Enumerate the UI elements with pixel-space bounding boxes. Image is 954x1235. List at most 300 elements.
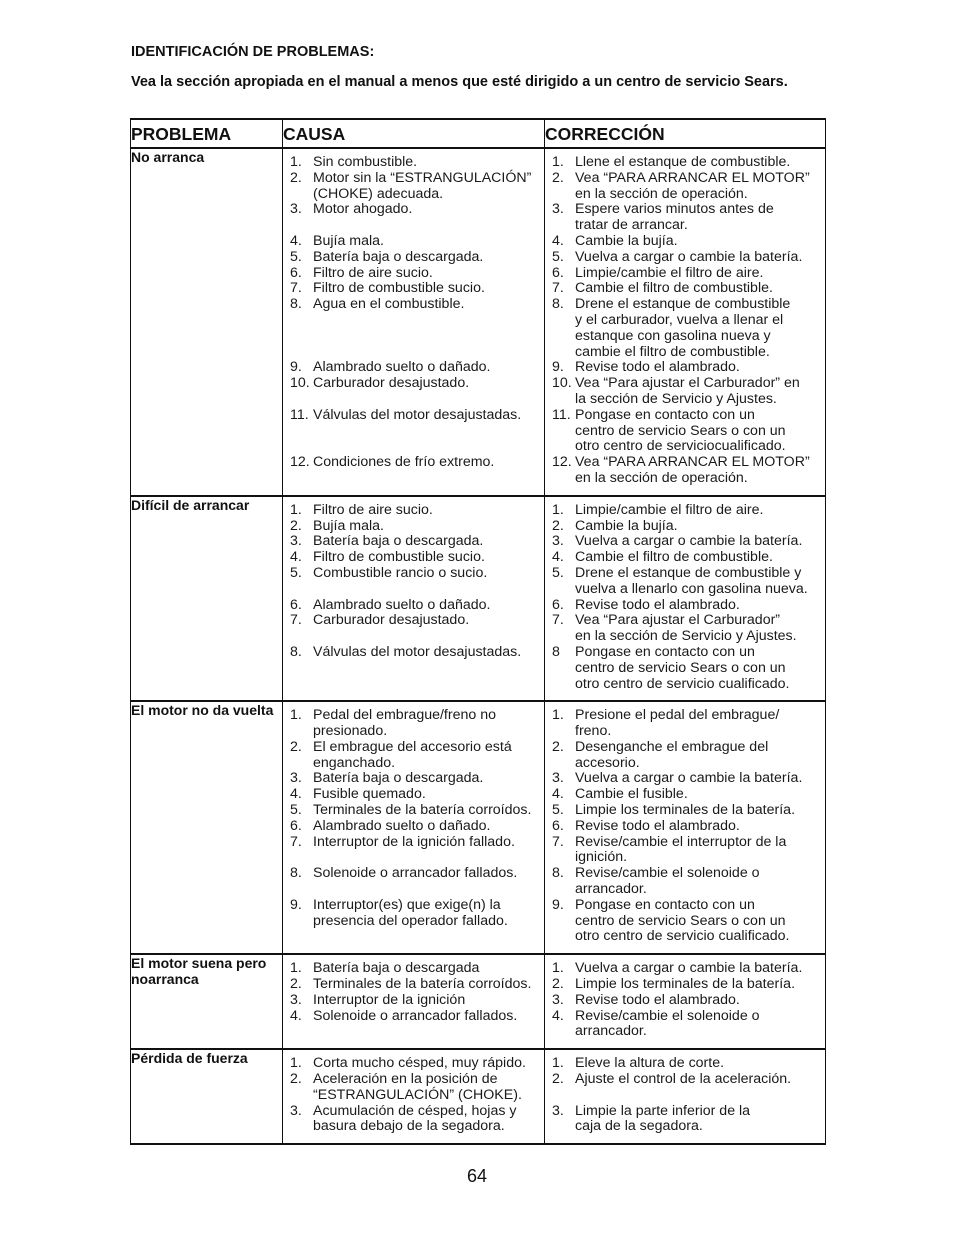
list-item — [545, 408, 823, 424]
item-number: 8. — [552, 865, 564, 882]
list-item — [545, 771, 823, 787]
item-text: Interruptor(es) que exige(n) la — [313, 896, 501, 913]
list-item — [283, 740, 542, 756]
item-number: 2. — [290, 169, 302, 186]
item-text: Limpie los terminales de la batería. — [575, 976, 796, 993]
item-text: Pongase en contacto con un — [575, 896, 755, 913]
item-text: centro de servicio Sears o con un — [575, 422, 786, 439]
list-item — [545, 803, 823, 819]
item-text: en la sección de Servicio y Ajustes. — [575, 628, 797, 645]
item-number: 7. — [552, 833, 564, 850]
item-text: Revise todo el alambrado. — [575, 359, 740, 376]
item-number: 8 — [552, 643, 560, 660]
table-row — [131, 701, 826, 954]
item-number: 5. — [290, 802, 302, 819]
list-item — [545, 566, 823, 582]
item-text: Vuelva a cargar o cambie la batería. — [575, 248, 803, 265]
item-text: la sección de Servicio y Ajustes. — [575, 390, 777, 407]
item-text: Ajuste el control de la aceleración. — [575, 1071, 792, 1088]
list-item — [545, 882, 823, 898]
item-number: 3. — [290, 201, 302, 218]
item-number: 5. — [290, 248, 302, 265]
list-item — [283, 819, 542, 835]
item-text: Filtro de combustible sucio. — [313, 549, 485, 566]
list-item — [545, 677, 823, 693]
item-text: centro de servicio Sears o con un — [575, 912, 786, 929]
item-text: accesorio. — [575, 754, 640, 771]
list-item — [545, 929, 823, 945]
list-item — [545, 202, 823, 218]
list-item — [545, 598, 823, 614]
list-item — [545, 866, 823, 882]
item-text: Vuelva a cargar o cambie la batería. — [575, 533, 803, 550]
item-text: Alambrado suelto o dañado. — [313, 596, 491, 613]
cause-list — [283, 1050, 544, 1143]
item-text: Bujía mala. — [313, 517, 384, 534]
item-text: Drene el estanque de combustible y — [575, 564, 802, 581]
column-header-cause: CAUSA — [283, 119, 545, 148]
list-item — [283, 519, 542, 535]
item-text: freno. — [575, 723, 612, 740]
list-item — [545, 218, 823, 234]
item-text: Cambie el filtro de combustible. — [575, 280, 773, 297]
cause-list — [283, 497, 544, 669]
correction-cell — [545, 496, 826, 702]
list-item — [283, 898, 542, 914]
list-item — [545, 898, 823, 914]
list-item — [545, 977, 823, 993]
item-text: cambie el filtro de combustible. — [575, 343, 770, 360]
item-text: centro de servicio Sears o con un — [575, 659, 786, 676]
item-text: Interruptor de la ignición — [313, 991, 466, 1008]
item-number: 12. — [290, 454, 310, 471]
item-number: 8. — [552, 296, 564, 313]
item-number: 2. — [552, 169, 564, 186]
item-text: Combustible rancio o sucio. — [313, 564, 488, 581]
correction-cell — [545, 1049, 826, 1144]
list-item — [545, 850, 823, 866]
list-item — [283, 266, 542, 282]
item-text: Batería baja o descargada — [313, 960, 480, 977]
list-item — [283, 534, 542, 550]
item-number: 7. — [290, 280, 302, 297]
item-text: Limpie la parte inferior de la — [575, 1102, 751, 1119]
item-number: 3. — [290, 1102, 302, 1119]
item-number: 11. — [552, 406, 571, 423]
item-number: 9. — [552, 896, 564, 913]
list-item — [283, 376, 542, 392]
item-text: Limpie/cambie el filtro de aire. — [575, 501, 764, 518]
list-item — [545, 534, 823, 550]
item-text: arrancador. — [575, 881, 647, 898]
list-item — [283, 187, 542, 203]
list-item — [545, 550, 823, 566]
list-item — [283, 408, 542, 424]
list-item — [283, 503, 542, 519]
list-item — [545, 1056, 823, 1072]
item-text: otro centro de serviciocualificado. — [575, 438, 786, 455]
item-text: Revise todo el alambrado. — [575, 991, 740, 1008]
list-item — [283, 724, 542, 740]
problem-cell: No arranca — [131, 148, 283, 496]
item-text: Acumulación de césped, hojas y — [313, 1102, 517, 1119]
list-item — [283, 250, 542, 266]
item-text: presionado. — [313, 723, 388, 740]
list-item — [545, 961, 823, 977]
item-text: Bujía mala. — [313, 232, 384, 249]
problem-cell: El motor no da vuelta — [131, 701, 283, 954]
item-text: Sin combustible. — [313, 154, 418, 170]
list-item — [283, 771, 542, 787]
item-text: Motor ahogado. — [313, 201, 413, 218]
list-item — [283, 787, 542, 803]
list-item — [545, 582, 823, 598]
list-item — [545, 661, 823, 677]
list-item — [283, 598, 542, 614]
list-item — [283, 866, 542, 882]
item-number: 2. — [290, 738, 302, 755]
item-number: 1. — [552, 1055, 564, 1072]
list-item — [545, 266, 823, 282]
list-item — [545, 1072, 823, 1088]
list-item — [545, 756, 823, 772]
item-number: 2. — [290, 1071, 302, 1088]
list-item — [545, 914, 823, 930]
item-number: 3. — [552, 1102, 564, 1119]
item-text: Alambrado suelto o dañado. — [313, 359, 491, 376]
item-number: 1. — [290, 501, 302, 518]
item-text: arrancador. — [575, 1023, 647, 1040]
list-item — [283, 961, 542, 977]
list-item — [283, 613, 542, 629]
item-text: Alambrado suelto o dañado. — [313, 817, 491, 834]
item-text: (CHOKE) adecuada. — [313, 185, 444, 202]
item-number: 6. — [290, 596, 302, 613]
item-number: 10. — [552, 375, 572, 392]
item-number: 9. — [552, 359, 564, 376]
list-item — [545, 819, 823, 835]
list-item — [545, 724, 823, 740]
item-text: otro centro de servicio cualificado. — [575, 675, 790, 692]
item-text: Filtro de combustible sucio. — [313, 280, 485, 297]
item-number: 5. — [552, 564, 564, 581]
item-number: 8. — [290, 865, 302, 882]
table-row — [131, 148, 826, 496]
list-item — [545, 993, 823, 1009]
item-number: 4. — [290, 786, 302, 803]
cause-cell — [283, 496, 545, 702]
item-number: 1. — [290, 960, 302, 977]
item-text: en la sección de operación. — [575, 185, 748, 202]
item-text: Revise/cambie el solenoide o — [575, 865, 760, 882]
correction-list — [545, 149, 825, 495]
troubleshooting-table — [130, 118, 826, 1145]
item-number: 2. — [290, 517, 302, 534]
item-text: enganchado. — [313, 754, 396, 771]
list-item — [283, 360, 542, 376]
list-item — [283, 171, 542, 187]
list-item — [545, 471, 823, 487]
list-item — [545, 313, 823, 329]
item-text: Pedal del embrague/freno no — [313, 707, 496, 724]
list-item — [545, 708, 823, 724]
item-text: Carburador desajustado. — [313, 612, 470, 629]
list-item — [545, 281, 823, 297]
list-item — [545, 329, 823, 345]
list-item — [545, 234, 823, 250]
list-item — [283, 455, 542, 471]
item-number: 4. — [552, 786, 564, 803]
problem-cell: Pérdida de fuerza — [131, 1049, 283, 1144]
item-number: 4. — [552, 1007, 564, 1024]
item-text: Eleve la altura de corte. — [575, 1055, 725, 1072]
list-item — [283, 1088, 542, 1104]
item-text: Vea “Para ajustar el Carburador” en — [575, 375, 800, 392]
item-text: Interruptor de la ignición fallado. — [313, 833, 515, 850]
item-number: 11. — [290, 406, 309, 423]
list-item — [545, 392, 823, 408]
list-item — [283, 234, 542, 250]
item-text: Cambie el fusible. — [575, 786, 688, 803]
item-text: Terminales de la batería corroídos. — [313, 802, 532, 819]
item-text: Vea “Para ajustar el Carburador” — [575, 612, 781, 629]
item-text: Batería baja o descargada. — [313, 248, 484, 265]
item-number: 3. — [552, 991, 564, 1008]
item-number: 1. — [290, 1055, 302, 1072]
list-item — [545, 1009, 823, 1025]
item-text: El embrague del accesorio está — [313, 738, 512, 755]
item-number: 1. — [552, 707, 564, 724]
list-item — [545, 345, 823, 361]
cause-list — [283, 149, 544, 479]
table-header-row — [131, 119, 826, 148]
item-number: 12. — [552, 454, 572, 471]
item-number: 2. — [552, 1071, 564, 1088]
cause-list — [283, 702, 544, 937]
item-number: 7. — [290, 833, 302, 850]
list-item — [545, 171, 823, 187]
item-number: 2. — [552, 517, 564, 534]
list-item — [283, 202, 542, 218]
list-item — [283, 1119, 542, 1135]
list-item — [283, 1009, 542, 1025]
list-item — [283, 708, 542, 724]
item-number: 3. — [290, 533, 302, 550]
list-item — [545, 360, 823, 376]
list-item — [545, 613, 823, 629]
list-item — [545, 155, 823, 171]
list-item — [283, 155, 542, 171]
item-text: Filtro de aire sucio. — [313, 501, 433, 518]
item-number: 4. — [290, 549, 302, 566]
item-text: Cambie la bujía. — [575, 232, 678, 249]
item-number: 3. — [552, 533, 564, 550]
list-item — [545, 519, 823, 535]
item-number: 6. — [552, 817, 564, 834]
item-number: 8. — [290, 296, 302, 313]
item-number: 9. — [290, 896, 302, 913]
table-row — [131, 954, 826, 1049]
list-item — [545, 297, 823, 313]
item-number: 9. — [290, 359, 302, 376]
correction-list — [545, 702, 825, 953]
correction-cell — [545, 148, 826, 496]
list-item — [283, 756, 542, 772]
table-row — [131, 1049, 826, 1144]
item-text: Válvulas del motor desajustadas. — [313, 406, 522, 423]
item-text: tratar de arrancar. — [575, 217, 688, 234]
item-text: estanque con gasolina nueva y — [575, 327, 771, 344]
cause-cell — [283, 148, 545, 496]
item-text: Fusible quemado. — [313, 786, 426, 803]
item-text: Vuelva a cargar o cambie la batería. — [575, 960, 803, 977]
item-number: 4. — [290, 232, 302, 249]
item-text: Vea “PARA ARRANCAR EL MOTOR” — [575, 169, 810, 186]
list-item — [283, 1072, 542, 1088]
item-text: Batería baja o descargada. — [313, 770, 484, 787]
table-row — [131, 496, 826, 702]
item-number: 10. — [290, 375, 310, 392]
item-text: Pongase en contacto con un — [575, 406, 755, 423]
item-number: 7. — [552, 280, 564, 297]
list-item — [283, 914, 542, 930]
list-item — [283, 993, 542, 1009]
list-item — [283, 803, 542, 819]
item-text: otro centro de servicio cualificado. — [575, 928, 790, 945]
item-text: Agua en el combustible. — [313, 296, 465, 313]
list-item — [545, 835, 823, 851]
list-item — [545, 787, 823, 803]
item-text: Terminales de la batería corroídos. — [313, 976, 532, 993]
item-number: 1. — [552, 960, 564, 977]
list-item — [545, 740, 823, 756]
item-text: caja de la segadora. — [575, 1118, 703, 1135]
item-number: 6. — [290, 264, 302, 281]
item-text: Vea “PARA ARRANCAR EL MOTOR” — [575, 454, 810, 471]
list-item — [545, 1024, 823, 1040]
item-text: Aceleración en la posición de — [313, 1071, 498, 1088]
cause-list — [283, 955, 544, 1032]
list-item — [283, 977, 542, 993]
item-text: Carburador desajustado. — [313, 375, 470, 392]
item-text: Válvulas del motor desajustadas. — [313, 643, 522, 660]
item-number: 2. — [290, 976, 302, 993]
item-text: Drene el estanque de combustible — [575, 296, 791, 313]
item-text: y el carburador, vuelva a llenar el — [575, 311, 784, 328]
list-item — [545, 1119, 823, 1135]
item-text: Filtro de aire sucio. — [313, 264, 433, 281]
item-number: 2. — [552, 976, 564, 993]
list-item — [283, 645, 542, 661]
item-number: 3. — [290, 770, 302, 787]
item-text: “ESTRANGULACIÓN” (CHOKE). — [313, 1086, 522, 1103]
item-text: Limpie/cambie el filtro de aire. — [575, 264, 764, 281]
item-number: 4. — [290, 1007, 302, 1024]
list-item — [545, 376, 823, 392]
item-number: 2. — [552, 738, 564, 755]
list-item — [283, 566, 542, 582]
item-number: 3. — [552, 201, 564, 218]
item-text: Revise todo el alambrado. — [575, 817, 740, 834]
section-title: IDENTIFICACIÓN DE PROBLEMAS: — [131, 44, 375, 60]
list-item — [545, 187, 823, 203]
item-number: 1. — [552, 501, 564, 518]
list-item — [545, 250, 823, 266]
list-item — [545, 645, 823, 661]
item-text: basura debajo de la segadora. — [313, 1118, 505, 1135]
list-item — [283, 297, 542, 313]
item-number: 4. — [552, 549, 564, 566]
list-item — [283, 835, 542, 851]
item-text: Revise todo el alambrado. — [575, 596, 740, 613]
item-text: Solenoide o arrancador fallados. — [313, 1007, 518, 1024]
page-number: 64 — [466, 1166, 488, 1186]
item-text: Espere varios minutos antes de — [575, 201, 774, 218]
item-text: en la sección de operación. — [575, 469, 748, 486]
item-text: Revise/cambie el solenoide o — [575, 1007, 760, 1024]
item-number: 5. — [552, 802, 564, 819]
item-number: 1. — [290, 707, 302, 724]
item-text: Revise/cambie el interruptor de la — [575, 833, 787, 850]
column-header-correction: CORRECCIÓN — [545, 119, 826, 148]
item-text: vuelva a llenarlo con gasolina nueva. — [575, 580, 808, 597]
cause-cell — [283, 954, 545, 1049]
item-number: 3. — [552, 770, 564, 787]
correction-list — [545, 955, 825, 1048]
item-text: Vuelva a cargar o cambie la batería. — [575, 770, 803, 787]
item-number: 3. — [290, 991, 302, 1008]
item-number: 6. — [552, 264, 564, 281]
cause-cell — [283, 1049, 545, 1144]
item-number: 7. — [552, 612, 564, 629]
item-number: 1. — [290, 154, 302, 170]
item-text: Cambie la bujía. — [575, 517, 678, 534]
list-item — [545, 503, 823, 519]
list-item — [545, 1104, 823, 1120]
item-text: Solenoide o arrancador fallados. — [313, 865, 518, 882]
item-number: 4. — [552, 232, 564, 249]
list-item — [545, 629, 823, 645]
list-item — [283, 1056, 542, 1072]
item-text: Presione el pedal del embrague/ — [575, 707, 780, 724]
list-item — [545, 424, 823, 440]
item-number: 1. — [552, 154, 564, 170]
problem-cell: El motor suena pero noarranca — [131, 954, 283, 1049]
column-header-problem: PROBLEMA — [131, 119, 283, 148]
item-text: presencia del operador fallado. — [313, 912, 508, 929]
correction-list — [545, 497, 825, 701]
item-text: Condiciones de frío extremo. — [313, 454, 495, 471]
item-text: Motor sin la “ESTRANGULACIÓN” — [313, 169, 532, 186]
section-subtitle: Vea la sección apropiada en el manual a menos que esté dirigido a un centro de servicio Sears. — [131, 74, 788, 90]
list-item — [545, 439, 823, 455]
correction-cell — [545, 954, 826, 1049]
item-text: Desenganche el embrague del — [575, 738, 769, 755]
item-text: Batería baja o descargada. — [313, 533, 484, 550]
list-item — [283, 281, 542, 297]
item-text: Llene el estanque de combustible. — [575, 154, 791, 170]
item-number: 6. — [290, 817, 302, 834]
list-item — [283, 1104, 542, 1120]
item-number: 7. — [290, 612, 302, 629]
item-text: Pongase en contacto con un — [575, 643, 755, 660]
cause-cell — [283, 701, 545, 954]
item-number: 8. — [290, 643, 302, 660]
list-item — [283, 550, 542, 566]
item-text: Cambie el filtro de combustible. — [575, 549, 773, 566]
item-text: Limpie los terminales de la batería. — [575, 802, 796, 819]
problem-cell: Difícil de arrancar — [131, 496, 283, 702]
